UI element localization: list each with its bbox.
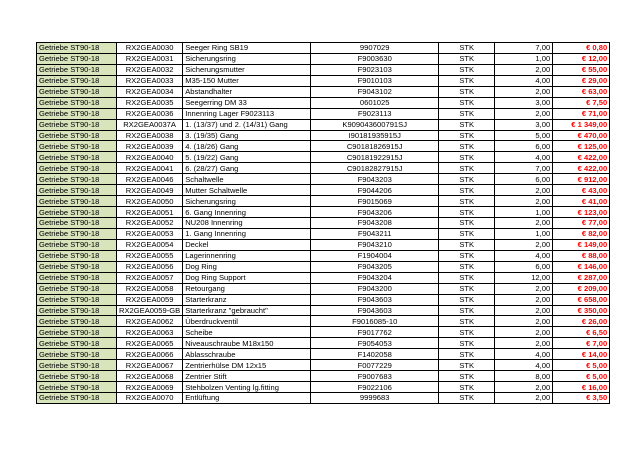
part-number-cell: C90181826915J — [311, 141, 439, 152]
group-cell: Getriebe ST90-18 — [37, 196, 117, 207]
article-number-cell: RX2GEA0041 — [117, 163, 183, 174]
quantity-cell: 6,00 — [495, 174, 553, 185]
quantity-cell: 2,00 — [495, 218, 553, 229]
table-row — [37, 371, 610, 382]
part-number-cell: I90181935915J — [311, 130, 439, 141]
part-number-cell: F9010103 — [311, 75, 439, 86]
article-number-cell: RX2GEA0065 — [117, 338, 183, 349]
unit-cell: STK — [439, 174, 495, 185]
group-cell: Getriebe ST90-18 — [37, 108, 117, 119]
group-cell: Getriebe ST90-18 — [37, 207, 117, 218]
part-number-cell: F9023103 — [311, 64, 439, 75]
article-number-cell: RX2GEA0067 — [117, 360, 183, 371]
table-row — [37, 43, 610, 54]
price-cell: € 71,00 — [553, 108, 610, 119]
description-cell: Sicherungsring — [183, 196, 311, 207]
unit-cell: STK — [439, 130, 495, 141]
unit-cell: STK — [439, 283, 495, 294]
price-cell: € 422,00 — [553, 163, 610, 174]
part-number-cell: C90182827915J — [311, 163, 439, 174]
unit-cell: STK — [439, 294, 495, 305]
unit-cell: STK — [439, 261, 495, 272]
description-cell: Seeger Ring SB19 — [183, 43, 311, 54]
unit-cell: STK — [439, 108, 495, 119]
article-number-cell: RX2GEA0070 — [117, 393, 183, 404]
group-cell: Getriebe ST90-18 — [37, 75, 117, 86]
description-cell: M35-150 Mutter — [183, 75, 311, 86]
part-number-cell: 9999683 — [311, 393, 439, 404]
description-cell: Ablasschraube — [183, 349, 311, 360]
unit-cell: STK — [439, 64, 495, 75]
price-cell: € 5,00 — [553, 371, 610, 382]
group-cell: Getriebe ST90-18 — [37, 130, 117, 141]
price-cell: € 29,00 — [553, 75, 610, 86]
price-cell: € 1 349,00 — [553, 119, 610, 130]
table-row — [37, 338, 610, 349]
price-cell: € 470,00 — [553, 130, 610, 141]
description-cell: 4. (18/26) Gang — [183, 141, 311, 152]
price-cell: € 422,00 — [553, 152, 610, 163]
table-row — [37, 272, 610, 283]
quantity-cell: 3,00 — [495, 119, 553, 130]
group-cell: Getriebe ST90-18 — [37, 228, 117, 239]
table-row — [37, 64, 610, 75]
part-number-cell: 0601025 — [311, 97, 439, 108]
group-cell: Getriebe ST90-18 — [37, 53, 117, 64]
description-cell: Sicherungsmutter — [183, 64, 311, 75]
table-row — [37, 261, 610, 272]
part-number-cell: F9017762 — [311, 327, 439, 338]
group-cell: Getriebe ST90-18 — [37, 152, 117, 163]
quantity-cell: 2,00 — [495, 239, 553, 250]
price-cell: € 6,50 — [553, 327, 610, 338]
description-cell: Mutter Schaltwelle — [183, 185, 311, 196]
part-number-cell: F9016085-10 — [311, 316, 439, 327]
price-cell: € 63,00 — [553, 86, 610, 97]
article-number-cell: RX2GEA0063 — [117, 327, 183, 338]
article-number-cell: RX2GEA0059-GB — [117, 305, 183, 316]
quantity-cell: 2,00 — [495, 305, 553, 316]
unit-cell: STK — [439, 305, 495, 316]
quantity-cell: 4,00 — [495, 360, 553, 371]
group-cell: Getriebe ST90-18 — [37, 316, 117, 327]
quantity-cell: 4,00 — [495, 250, 553, 261]
description-cell: Starterkranz "gebraucht" — [183, 305, 311, 316]
description-cell: Lagerinnenring — [183, 250, 311, 261]
price-cell: € 12,00 — [553, 53, 610, 64]
unit-cell: STK — [439, 97, 495, 108]
unit-cell: STK — [439, 218, 495, 229]
description-cell: Zentrier Stift — [183, 371, 311, 382]
unit-cell: STK — [439, 43, 495, 54]
price-cell: € 912,00 — [553, 174, 610, 185]
table-row — [37, 185, 610, 196]
unit-cell: STK — [439, 163, 495, 174]
part-number-cell: F9043204 — [311, 272, 439, 283]
part-number-cell: F0077229 — [311, 360, 439, 371]
quantity-cell: 2,00 — [495, 283, 553, 294]
article-number-cell: RX2GEA0031 — [117, 53, 183, 64]
quantity-cell: 4,00 — [495, 349, 553, 360]
table-row — [37, 283, 610, 294]
article-number-cell: RX2GEA0068 — [117, 371, 183, 382]
part-number-cell: F9043205 — [311, 261, 439, 272]
article-number-cell: RX2GEA0069 — [117, 382, 183, 393]
group-cell: Getriebe ST90-18 — [37, 239, 117, 250]
part-number-cell: F9043603 — [311, 305, 439, 316]
price-cell: € 82,00 — [553, 228, 610, 239]
quantity-cell: 2,00 — [495, 86, 553, 97]
group-cell: Getriebe ST90-18 — [37, 250, 117, 261]
table-row — [37, 239, 610, 250]
unit-cell: STK — [439, 239, 495, 250]
quantity-cell: 4,00 — [495, 152, 553, 163]
description-cell: Starterkranz — [183, 294, 311, 305]
description-cell: 3. (19/35) Gang — [183, 130, 311, 141]
quantity-cell: 2,00 — [495, 64, 553, 75]
part-number-cell: F9022106 — [311, 382, 439, 393]
article-number-cell: RX2GEA0052 — [117, 218, 183, 229]
unit-cell: STK — [439, 360, 495, 371]
table-row — [37, 141, 610, 152]
group-cell: Getriebe ST90-18 — [37, 174, 117, 185]
group-cell: Getriebe ST90-18 — [37, 272, 117, 283]
unit-cell: STK — [439, 371, 495, 382]
article-number-cell: RX2GEA0038 — [117, 130, 183, 141]
table-row — [37, 207, 610, 218]
quantity-cell: 2,00 — [495, 294, 553, 305]
group-cell: Getriebe ST90-18 — [37, 371, 117, 382]
table-row — [37, 119, 610, 130]
price-cell: € 43,00 — [553, 185, 610, 196]
unit-cell: STK — [439, 141, 495, 152]
part-number-cell: F9043210 — [311, 239, 439, 250]
group-cell: Getriebe ST90-18 — [37, 338, 117, 349]
article-number-cell: RX2GEA0035 — [117, 97, 183, 108]
table-row — [37, 349, 610, 360]
description-cell: Seegerring DM 33 — [183, 97, 311, 108]
price-cell: € 77,00 — [553, 218, 610, 229]
quantity-cell: 1,00 — [495, 207, 553, 218]
price-cell: € 287,00 — [553, 272, 610, 283]
group-cell: Getriebe ST90-18 — [37, 382, 117, 393]
table-row — [37, 53, 610, 64]
price-cell: € 123,00 — [553, 207, 610, 218]
part-number-cell: F9007683 — [311, 371, 439, 382]
description-cell: Abstandhalter — [183, 86, 311, 97]
unit-cell: STK — [439, 185, 495, 196]
quantity-cell: 12,00 — [495, 272, 553, 283]
description-cell: Schaltwelle — [183, 174, 311, 185]
table-row — [37, 382, 610, 393]
part-number-cell: F9043203 — [311, 174, 439, 185]
article-number-cell: RX2GEA0034 — [117, 86, 183, 97]
article-number-cell: RX2GEA0062 — [117, 316, 183, 327]
parts-table — [36, 42, 610, 404]
description-cell: Entlüftung — [183, 393, 311, 404]
table-row — [37, 327, 610, 338]
group-cell: Getriebe ST90-18 — [37, 327, 117, 338]
unit-cell: STK — [439, 228, 495, 239]
group-cell: Getriebe ST90-18 — [37, 294, 117, 305]
unit-cell: STK — [439, 250, 495, 261]
unit-cell: STK — [439, 316, 495, 327]
part-number-cell: F9044206 — [311, 185, 439, 196]
quantity-cell: 2,00 — [495, 196, 553, 207]
quantity-cell: 2,00 — [495, 327, 553, 338]
quantity-cell: 7,00 — [495, 163, 553, 174]
price-cell: € 209,00 — [553, 283, 610, 294]
article-number-cell: RX2GEA0046 — [117, 174, 183, 185]
part-number-cell: F1402058 — [311, 349, 439, 360]
table-row — [37, 316, 610, 327]
unit-cell: STK — [439, 382, 495, 393]
quantity-cell: 6,00 — [495, 261, 553, 272]
quantity-cell: 8,00 — [495, 371, 553, 382]
article-number-cell: RX2GEA0058 — [117, 283, 183, 294]
unit-cell: STK — [439, 53, 495, 64]
price-cell: € 55,00 — [553, 64, 610, 75]
price-cell: € 149,00 — [553, 239, 610, 250]
price-cell: € 7,50 — [553, 97, 610, 108]
part-number-cell: 9907029 — [311, 43, 439, 54]
price-cell: € 26,00 — [553, 316, 610, 327]
description-cell: Dog Ring — [183, 261, 311, 272]
quantity-cell: 4,00 — [495, 75, 553, 86]
unit-cell: STK — [439, 349, 495, 360]
group-cell: Getriebe ST90-18 — [37, 360, 117, 371]
description-cell: 6. Gang Innenring — [183, 207, 311, 218]
table-row — [37, 228, 610, 239]
description-cell: Scheibe — [183, 327, 311, 338]
table-row — [37, 86, 610, 97]
group-cell: Getriebe ST90-18 — [37, 261, 117, 272]
group-cell: Getriebe ST90-18 — [37, 141, 117, 152]
price-cell: € 3,50 — [553, 393, 610, 404]
quantity-cell: 2,00 — [495, 338, 553, 349]
price-cell: € 146,00 — [553, 261, 610, 272]
group-cell: Getriebe ST90-18 — [37, 97, 117, 108]
unit-cell: STK — [439, 75, 495, 86]
unit-cell: STK — [439, 86, 495, 97]
article-number-cell: RX2GEA0049 — [117, 185, 183, 196]
part-number-cell: F9015069 — [311, 196, 439, 207]
table-row — [37, 305, 610, 316]
group-cell: Getriebe ST90-18 — [37, 218, 117, 229]
quantity-cell: 2,00 — [495, 108, 553, 119]
quantity-cell: 5,00 — [495, 130, 553, 141]
group-cell: Getriebe ST90-18 — [37, 86, 117, 97]
article-number-cell: RX2GEA0037A — [117, 119, 183, 130]
table-row — [37, 174, 610, 185]
table-row — [37, 97, 610, 108]
part-number-cell: F9043200 — [311, 283, 439, 294]
quantity-cell: 2,00 — [495, 382, 553, 393]
part-number-cell: F1904004 — [311, 250, 439, 261]
quantity-cell: 1,00 — [495, 228, 553, 239]
price-cell: € 5,00 — [553, 360, 610, 371]
article-number-cell: RX2GEA0066 — [117, 349, 183, 360]
quantity-cell: 3,00 — [495, 97, 553, 108]
table-row — [37, 218, 610, 229]
table-row — [37, 393, 610, 404]
description-cell: Zentrierhülse DM 12x15 — [183, 360, 311, 371]
quantity-cell: 1,00 — [495, 53, 553, 64]
description-cell: 1. Gang Innenring — [183, 228, 311, 239]
article-number-cell: RX2GEA0059 — [117, 294, 183, 305]
group-cell: Getriebe ST90-18 — [37, 349, 117, 360]
unit-cell: STK — [439, 207, 495, 218]
price-cell: € 658,00 — [553, 294, 610, 305]
part-number-cell: F9043603 — [311, 294, 439, 305]
table-row — [37, 294, 610, 305]
description-cell: Niveauschraube M18x150 — [183, 338, 311, 349]
description-cell: Deckel — [183, 239, 311, 250]
part-number-cell: F9043102 — [311, 86, 439, 97]
unit-cell: STK — [439, 338, 495, 349]
table-row — [37, 108, 610, 119]
description-cell: Dog Ring Support — [183, 272, 311, 283]
price-cell: € 16,00 — [553, 382, 610, 393]
quantity-cell: 2,00 — [495, 393, 553, 404]
price-cell: € 41,00 — [553, 196, 610, 207]
description-cell: Retourgang — [183, 283, 311, 294]
part-number-cell: F9043206 — [311, 207, 439, 218]
price-cell: € 0,80 — [553, 43, 610, 54]
article-number-cell: RX2GEA0056 — [117, 261, 183, 272]
price-cell: € 125,00 — [553, 141, 610, 152]
article-number-cell: RX2GEA0030 — [117, 43, 183, 54]
description-cell: Innenring Lager F9023113 — [183, 108, 311, 119]
description-cell: Stehbolzen Venting lg.fitting — [183, 382, 311, 393]
group-cell: Getriebe ST90-18 — [37, 64, 117, 75]
table-row — [37, 152, 610, 163]
unit-cell: STK — [439, 327, 495, 338]
unit-cell: STK — [439, 196, 495, 207]
article-number-cell: RX2GEA0054 — [117, 239, 183, 250]
table-row — [37, 250, 610, 261]
description-cell: 1. (13/37) und 2. (14/31) Gang — [183, 119, 311, 130]
unit-cell: STK — [439, 119, 495, 130]
group-cell: Getriebe ST90-18 — [37, 185, 117, 196]
article-number-cell: RX2GEA0050 — [117, 196, 183, 207]
group-cell: Getriebe ST90-18 — [37, 163, 117, 174]
quantity-cell: 6,00 — [495, 141, 553, 152]
part-number-cell: F9054053 — [311, 338, 439, 349]
group-cell: Getriebe ST90-18 — [37, 119, 117, 130]
part-number-cell: F9023113 — [311, 108, 439, 119]
description-cell: Überdruckventil — [183, 316, 311, 327]
description-cell: 5. (19/22) Gang — [183, 152, 311, 163]
table-row — [37, 130, 610, 141]
unit-cell: STK — [439, 272, 495, 283]
group-cell: Getriebe ST90-18 — [37, 43, 117, 54]
article-number-cell: RX2GEA0039 — [117, 141, 183, 152]
part-number-cell: K909043600791SJ — [311, 119, 439, 130]
table-row — [37, 75, 610, 86]
article-number-cell: RX2GEA0033 — [117, 75, 183, 86]
article-number-cell: RX2GEA0051 — [117, 207, 183, 218]
group-cell: Getriebe ST90-18 — [37, 393, 117, 404]
part-number-cell: C90181922915J — [311, 152, 439, 163]
article-number-cell: RX2GEA0036 — [117, 108, 183, 119]
unit-cell: STK — [439, 393, 495, 404]
description-cell: Sicherungsring — [183, 53, 311, 64]
article-number-cell: RX2GEA0032 — [117, 64, 183, 75]
table-row — [37, 196, 610, 207]
price-cell: € 88,00 — [553, 250, 610, 261]
quantity-cell: 2,00 — [495, 185, 553, 196]
description-cell: 6. (28/27) Gang — [183, 163, 311, 174]
quantity-cell: 7,00 — [495, 43, 553, 54]
article-number-cell: RX2GEA0053 — [117, 228, 183, 239]
table-row — [37, 163, 610, 174]
price-cell: € 7,00 — [553, 338, 610, 349]
parts-table-body — [37, 43, 610, 404]
price-cell: € 14,00 — [553, 349, 610, 360]
group-cell: Getriebe ST90-18 — [37, 305, 117, 316]
article-number-cell: RX2GEA0040 — [117, 152, 183, 163]
table-row — [37, 360, 610, 371]
quantity-cell: 2,00 — [495, 316, 553, 327]
part-number-cell: F9043208 — [311, 218, 439, 229]
article-number-cell: RX2GEA0055 — [117, 250, 183, 261]
group-cell: Getriebe ST90-18 — [37, 283, 117, 294]
unit-cell: STK — [439, 152, 495, 163]
price-cell: € 350,00 — [553, 305, 610, 316]
description-cell: NU208 Innenring — [183, 218, 311, 229]
part-number-cell: F9003630 — [311, 53, 439, 64]
part-number-cell: F9043211 — [311, 228, 439, 239]
article-number-cell: RX2GEA0057 — [117, 272, 183, 283]
